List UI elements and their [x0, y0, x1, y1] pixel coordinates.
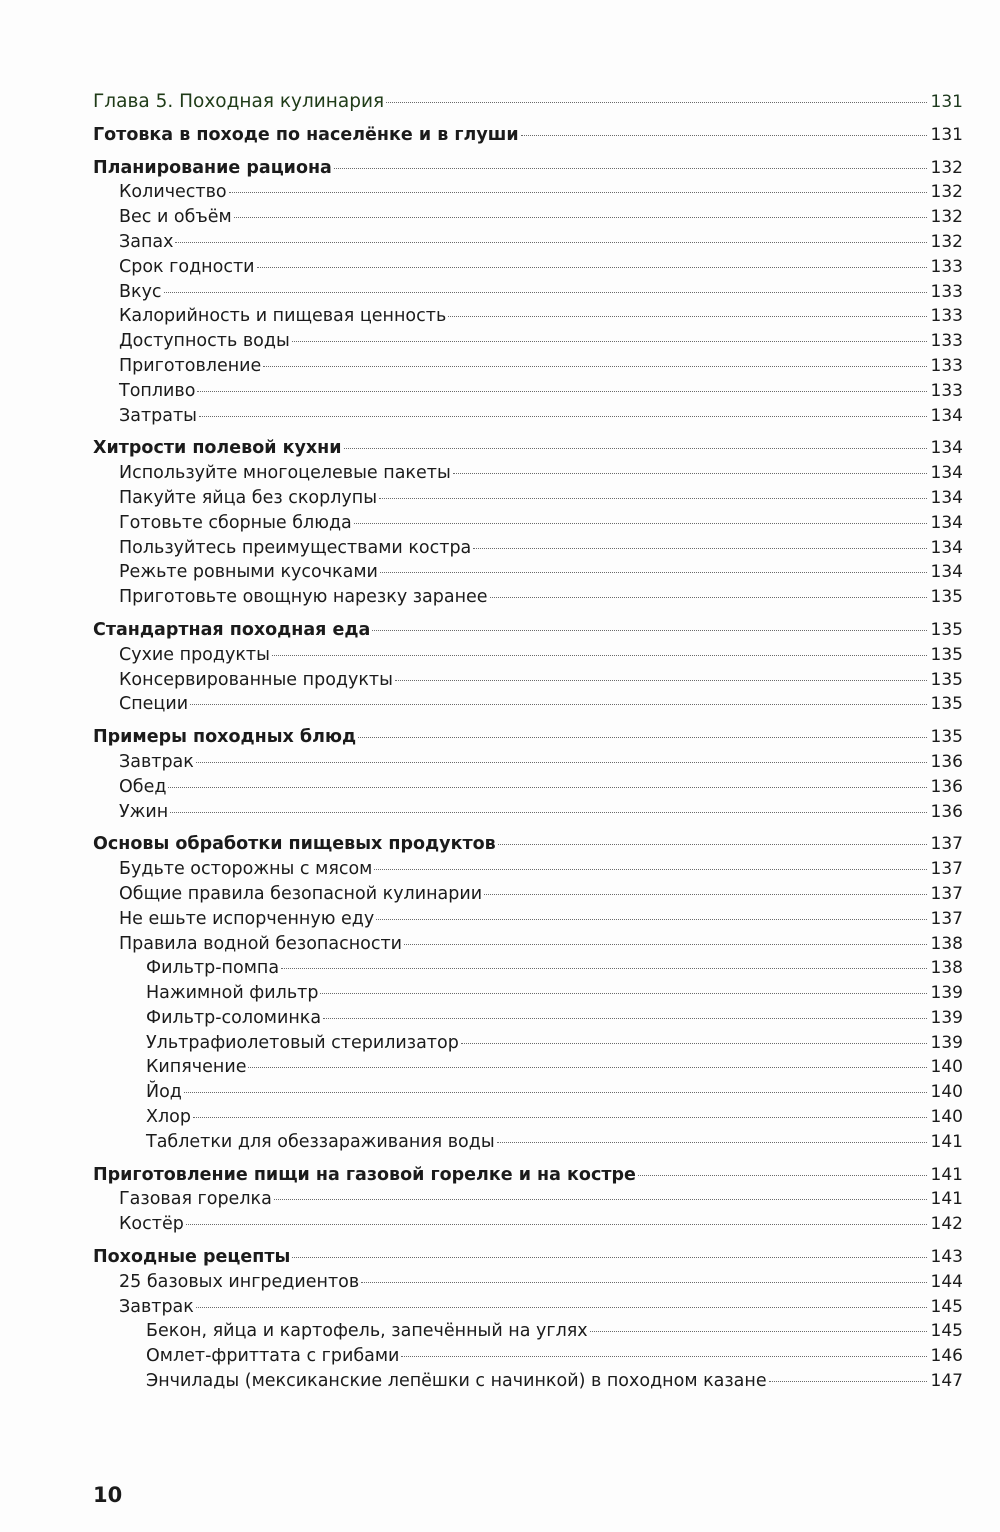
toc-entry — [93, 585, 963, 610]
toc-entry — [93, 1031, 963, 1056]
dot-leader — [448, 316, 927, 317]
toc-entry-title: Пользуйтесь преимуществами костра — [119, 537, 472, 558]
dot-leader — [380, 572, 927, 573]
toc-entry — [93, 857, 963, 882]
toc-entry — [93, 511, 963, 536]
dot-leader — [484, 894, 927, 895]
toc-entry-title: Йод — [146, 1082, 182, 1103]
toc-section-heading — [93, 436, 963, 461]
toc-entry-title: Затраты — [119, 405, 197, 426]
toc-entry-title: Срок годности — [119, 256, 255, 277]
dot-leader — [361, 1282, 927, 1283]
toc-entry-title: Завтрак — [119, 751, 194, 772]
toc-entry — [93, 486, 963, 511]
toc-entry-page: 134 — [930, 463, 963, 484]
dot-leader — [358, 737, 927, 738]
toc-entry-page: 135 — [930, 587, 963, 608]
toc-entry — [93, 536, 963, 561]
toc-entry-page: 140 — [930, 1082, 963, 1103]
toc-entry-page: 144 — [930, 1271, 963, 1292]
toc-entry — [93, 1344, 963, 1369]
toc-entry-page: 132 — [930, 157, 963, 178]
toc-entry-page: 134 — [930, 562, 963, 583]
toc-entry-page: 139 — [930, 1007, 963, 1028]
toc-section-heading — [93, 156, 963, 181]
toc-section-heading — [93, 1245, 963, 1270]
toc-entry-page: 133 — [930, 331, 963, 352]
toc-entry-page: 145 — [930, 1296, 963, 1317]
toc-entry-title: Количество — [119, 182, 227, 203]
toc-entry-title: Ультрафиолетовый стерилизатор — [146, 1032, 459, 1053]
toc-entry — [93, 1295, 963, 1320]
toc-entry — [93, 560, 963, 585]
toc-section-heading — [93, 123, 963, 148]
dot-leader — [473, 548, 927, 549]
dot-leader — [404, 944, 927, 945]
toc-entry-title: Омлет-фриттата с грибами — [146, 1346, 400, 1367]
dot-leader — [164, 292, 927, 293]
toc-entry-title: Запах — [119, 231, 174, 252]
toc-entry-title: Примеры походных блюд — [93, 727, 357, 748]
toc-entry-page: 133 — [930, 256, 963, 277]
toc-entry — [93, 1212, 963, 1237]
dot-leader — [196, 762, 927, 763]
dot-leader — [323, 1018, 927, 1019]
toc-entry-page: 139 — [930, 983, 963, 1004]
toc-entry — [93, 255, 963, 280]
toc-entry-title: Режьте ровными кусочками — [119, 562, 378, 583]
dot-leader — [190, 704, 927, 705]
toc-entry — [93, 1319, 963, 1344]
dot-leader — [170, 812, 927, 813]
toc-entry-title: Кипячение — [146, 1057, 247, 1078]
toc-entry-title: Нажимной фильтр — [146, 983, 319, 1004]
toc-entry-title: Приготовление пищи на газовой горелке и на костре — [93, 1164, 636, 1185]
toc-entry — [93, 956, 963, 981]
dot-leader — [334, 168, 927, 169]
toc-entry-title: Доступность воды — [119, 331, 290, 352]
toc-entry-title: Правила водной безопасности — [119, 933, 403, 954]
chapter-heading — [93, 90, 963, 115]
toc-entry-page: 137 — [930, 859, 963, 880]
toc-entry — [93, 1105, 963, 1130]
toc-entry-page: 135 — [930, 619, 963, 640]
toc-entry — [93, 1130, 963, 1155]
dot-leader — [374, 869, 927, 870]
dot-leader — [281, 968, 927, 969]
toc-section-heading — [93, 832, 963, 857]
toc-entry — [93, 304, 963, 329]
dot-leader — [197, 391, 927, 392]
toc-entry-title: Пакуйте яйца без скорлупы — [119, 487, 378, 508]
toc-entry — [93, 1369, 963, 1394]
toc-entry-page: 136 — [930, 776, 963, 797]
toc-entry-title: 25 базовых ингредиентов — [119, 1271, 360, 1292]
dot-leader — [376, 919, 927, 920]
toc-entry-page: 136 — [930, 801, 963, 822]
toc-entry — [93, 643, 963, 668]
toc-entry-title: Обед — [119, 776, 167, 797]
toc-entry-title: Бекон, яйца и картофель, запечённый на углях — [146, 1321, 588, 1342]
dot-leader — [769, 1381, 927, 1382]
dot-leader — [638, 1175, 927, 1176]
toc-entry-title: Вес и объём — [119, 207, 232, 228]
toc-entry-title: Ужин — [119, 801, 169, 822]
toc-entry — [93, 692, 963, 717]
page-number: 10 — [93, 1483, 123, 1507]
toc-entry-page: 137 — [930, 834, 963, 855]
toc-entry-page: 135 — [930, 694, 963, 715]
toc-entry-title: Консервированные продукты — [119, 669, 393, 690]
toc-entry-title: Походные рецепты — [93, 1247, 291, 1268]
toc-entry-title: Общие правила безопасной кулинарии — [119, 883, 483, 904]
toc-entry-page: 134 — [930, 438, 963, 459]
toc-entry-page: 134 — [930, 405, 963, 426]
toc-entry — [93, 329, 963, 354]
dot-leader — [354, 523, 927, 524]
toc-entry-page: 135 — [930, 727, 963, 748]
toc-entry — [93, 205, 963, 230]
toc-entry-page: 141 — [930, 1189, 963, 1210]
toc-entry-page: 131 — [930, 92, 963, 112]
dot-leader — [186, 1224, 927, 1225]
dot-leader — [498, 844, 927, 845]
dot-leader — [248, 1067, 927, 1068]
toc-entry-title: Сухие продукты — [119, 644, 270, 665]
toc-entry-page: 133 — [930, 380, 963, 401]
toc-entry-page: 147 — [930, 1371, 963, 1392]
toc-entry-page: 133 — [930, 355, 963, 376]
dot-leader — [274, 1199, 927, 1200]
toc-entry-page: 142 — [930, 1214, 963, 1235]
dot-leader — [175, 242, 927, 243]
toc-entry-title: Фильтр-соломинка — [146, 1007, 322, 1028]
table-of-contents — [93, 90, 963, 1394]
toc-section-heading — [93, 725, 963, 750]
dot-leader — [292, 341, 927, 342]
toc-entry — [93, 379, 963, 404]
toc-entry — [93, 1080, 963, 1105]
toc-entry — [93, 280, 963, 305]
toc-entry — [93, 230, 963, 255]
toc-entry-title: Завтрак — [119, 1296, 194, 1317]
toc-entry-title: Не ешьте испорченную еду — [119, 908, 375, 929]
toc-entry-title: Готовьте сборные блюда — [119, 512, 352, 533]
toc-entry-title: Основы обработки пищевых продуктов — [93, 834, 496, 855]
toc-entry — [93, 1006, 963, 1031]
toc-entry — [93, 1187, 963, 1212]
toc-entry-title: Планирование рациона — [93, 157, 332, 178]
dot-leader — [395, 680, 927, 681]
toc-entry-page: 136 — [930, 751, 963, 772]
toc-entry — [93, 775, 963, 800]
toc-entry — [93, 800, 963, 825]
toc-entry-page: 138 — [930, 958, 963, 979]
dot-leader — [263, 366, 927, 367]
toc-entry-title: Таблетки для обеззараживания воды — [146, 1131, 495, 1152]
toc-entry — [93, 907, 963, 932]
dot-leader — [184, 1092, 927, 1093]
toc-entry-page: 132 — [930, 207, 963, 228]
toc-entry-page: 135 — [930, 669, 963, 690]
dot-leader — [229, 192, 927, 193]
dot-leader — [461, 1043, 927, 1044]
toc-entry-title: Приготовьте овощную нарезку заранее — [119, 587, 488, 608]
dot-leader — [490, 597, 927, 598]
toc-entry-title: Стандартная походная еда — [93, 619, 371, 640]
dot-leader — [272, 655, 927, 656]
dot-leader — [386, 102, 927, 103]
toc-entry-title: Приготовление — [119, 355, 262, 376]
toc-entry-page: 133 — [930, 281, 963, 302]
toc-entry — [93, 354, 963, 379]
dot-leader — [521, 135, 927, 136]
toc-entry-title: Специи — [119, 694, 189, 715]
dot-leader — [590, 1331, 927, 1332]
toc-entry-page: 139 — [930, 1032, 963, 1053]
dot-leader — [168, 787, 927, 788]
toc-entry — [93, 1270, 963, 1295]
toc-entry-page: 140 — [930, 1057, 963, 1078]
dot-leader — [234, 217, 927, 218]
toc-entry — [93, 668, 963, 693]
toc-entry — [93, 981, 963, 1006]
dot-leader — [344, 448, 928, 449]
toc-entry-title: Калорийность и пищевая ценность — [119, 306, 447, 327]
dot-leader — [372, 630, 927, 631]
dot-leader — [453, 473, 927, 474]
toc-entry-title: Используйте многоцелевые пакеты — [119, 463, 451, 484]
toc-entry-page: 133 — [930, 306, 963, 327]
dot-leader — [320, 993, 927, 994]
toc-entry — [93, 404, 963, 429]
toc-entry-title: Готовка в походе по населёнке и в глуши — [93, 124, 519, 145]
dot-leader — [193, 1117, 927, 1118]
dot-leader — [257, 267, 927, 268]
toc-entry-title: Вкус — [119, 281, 162, 302]
toc-entry — [93, 180, 963, 205]
toc-entry-title: Газовая горелка — [119, 1189, 272, 1210]
toc-entry-page: 140 — [930, 1107, 963, 1128]
toc-entry-page: 134 — [930, 487, 963, 508]
dot-leader — [401, 1356, 927, 1357]
toc-entry-page: 131 — [930, 124, 963, 145]
dot-leader — [379, 498, 927, 499]
toc-entry-page: 134 — [930, 512, 963, 533]
toc-entry-page: 137 — [930, 908, 963, 929]
toc-entry-page: 132 — [930, 182, 963, 203]
toc-section-heading — [93, 618, 963, 643]
toc-entry — [93, 932, 963, 957]
dot-leader — [497, 1142, 927, 1143]
toc-entry-page: 132 — [930, 231, 963, 252]
dot-leader — [199, 416, 927, 417]
dot-leader — [292, 1257, 927, 1258]
toc-entry — [93, 882, 963, 907]
toc-entry-page: 145 — [930, 1321, 963, 1342]
toc-entry-title: Энчилады (мексиканские лепёшки с начинкой) в походном казане — [146, 1371, 767, 1392]
toc-entry-page: 137 — [930, 883, 963, 904]
dot-leader — [196, 1307, 927, 1308]
toc-entry — [93, 461, 963, 486]
toc-entry-title: Хлор — [146, 1107, 191, 1128]
toc-entry-title: Хитрости полевой кухни — [93, 438, 342, 459]
toc-entry-page: 141 — [930, 1131, 963, 1152]
toc-entry-title: Костёр — [119, 1214, 184, 1235]
toc-entry — [93, 750, 963, 775]
toc-entry-page: 141 — [930, 1164, 963, 1185]
toc-entry-page: 138 — [930, 933, 963, 954]
toc-entry-page: 143 — [930, 1247, 963, 1268]
toc-entry-title: Будьте осторожны с мясом — [119, 859, 373, 880]
toc-entry-page: 134 — [930, 537, 963, 558]
toc-entry-title: Топливо — [119, 380, 196, 401]
toc-entry-title: Глава 5. Походная кулинария — [93, 91, 385, 112]
toc-entry — [93, 1055, 963, 1080]
toc-entry-page: 146 — [930, 1346, 963, 1367]
toc-entry-title: Фильтр-помпа — [146, 958, 280, 979]
toc-entry-page: 135 — [930, 644, 963, 665]
toc-section-heading — [93, 1163, 963, 1188]
